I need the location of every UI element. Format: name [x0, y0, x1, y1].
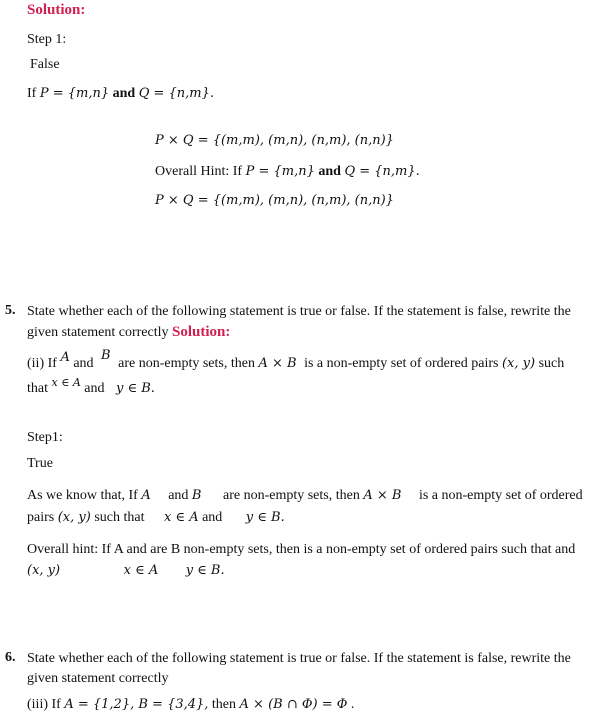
and-word: and: [112, 86, 136, 101]
hint-and: and: [318, 164, 341, 179]
statement-mid: are non-empty sets, then: [118, 356, 255, 371]
ordered-pair: (x, y): [501, 356, 536, 371]
question-number-5: 5.: [5, 303, 16, 318]
question-5-statement: State whether each of the following statement is true or false. If the statement is false, rewrite the given statement correctly: [27, 304, 571, 340]
q5-overall-hint-line2: [27, 563, 225, 579]
q5-explanation-line1: [27, 488, 583, 504]
set-q: Q = {n,m}.: [138, 86, 215, 101]
hint-set-p: P = {m,n}: [245, 164, 315, 179]
y-in-b: y ∈ B.: [185, 563, 225, 578]
y-in-b: y ∈ B.: [116, 381, 155, 396]
var-b: B: [101, 348, 111, 363]
q6-part-iii: [27, 697, 354, 713]
that-word: that: [27, 381, 48, 396]
hint-set-q: Q = {n,m}.: [344, 164, 420, 179]
hint-label: Overall Hint: If: [155, 164, 243, 179]
part-label: (iii) If: [27, 697, 61, 712]
question-5-text: [27, 302, 592, 343]
part-label: (ii) If: [27, 356, 57, 371]
var-a: A: [141, 488, 151, 503]
question-number-6: 6.: [5, 650, 16, 665]
question-5-solution-label: Solution:: [172, 324, 231, 340]
product-expression: A × (B ∩ Φ) = Φ: [239, 697, 348, 712]
and-word-2: and: [202, 510, 223, 525]
cartesian-a-b: A × B: [258, 356, 297, 371]
overall-hint-line: [155, 164, 420, 180]
step-label: Step 1:: [27, 32, 67, 47]
set-p: P = {m,n}: [39, 86, 110, 101]
and-word-2: and: [84, 381, 105, 396]
and-word: and: [73, 356, 94, 371]
q5-part-ii-line2: [27, 376, 155, 397]
q5-answer-true: True: [27, 456, 53, 471]
cartesian-a-b: A × B: [363, 488, 402, 503]
q5-explanation-line2: [27, 510, 285, 526]
x-in-a: x ∈ A: [51, 376, 81, 389]
such-that: such that: [94, 510, 145, 525]
var-a: A: [60, 350, 70, 365]
if-word: If: [27, 86, 37, 101]
cartesian-product-2: P × Q = {(m,m), (m,n), (n,m), (n,n)}: [155, 193, 394, 208]
set-definitions: A = {1,2}, B = {3,4},: [64, 697, 209, 712]
explanation-intro: As we know that, If: [27, 488, 138, 503]
then-word: then: [211, 697, 237, 712]
pairs-word: pairs: [27, 510, 55, 525]
x-in-a: x ∈ A: [123, 563, 159, 578]
period: .: [350, 697, 355, 712]
y-in-b: y ∈ B.: [245, 510, 285, 525]
q5-part-ii: [27, 348, 565, 373]
explanation-mid: are non-empty sets, then: [222, 488, 360, 503]
var-b: B: [191, 488, 202, 503]
x-in-a: x ∈ A: [163, 510, 199, 525]
q5-step-label: Step1:: [27, 430, 63, 445]
ordered-pair: (x, y): [27, 563, 61, 578]
such-word: such: [538, 356, 565, 371]
given-sets-line: [27, 86, 214, 102]
ordered-pair: (x, y): [57, 510, 91, 525]
and-word: and: [168, 488, 189, 503]
statement-rest: is a non-empty set of ordered pairs: [304, 356, 499, 371]
answer-false: False: [30, 57, 60, 72]
cartesian-product-1: P × Q = {(m,m), (m,n), (n,m), (n,n)}: [155, 133, 394, 148]
q5-overall-hint-line1: Overall hint: If A and are B non-empty sets, then is a non-empty set of ordered pairs such that and: [27, 542, 576, 557]
question-6-text: State whether each of the following statement is true or false. If the statement is false, rewrite the given statement correctly: [27, 651, 571, 686]
solution-heading: Solution:: [27, 2, 86, 18]
explanation-rest: is a non-empty set of ordered: [418, 488, 583, 503]
